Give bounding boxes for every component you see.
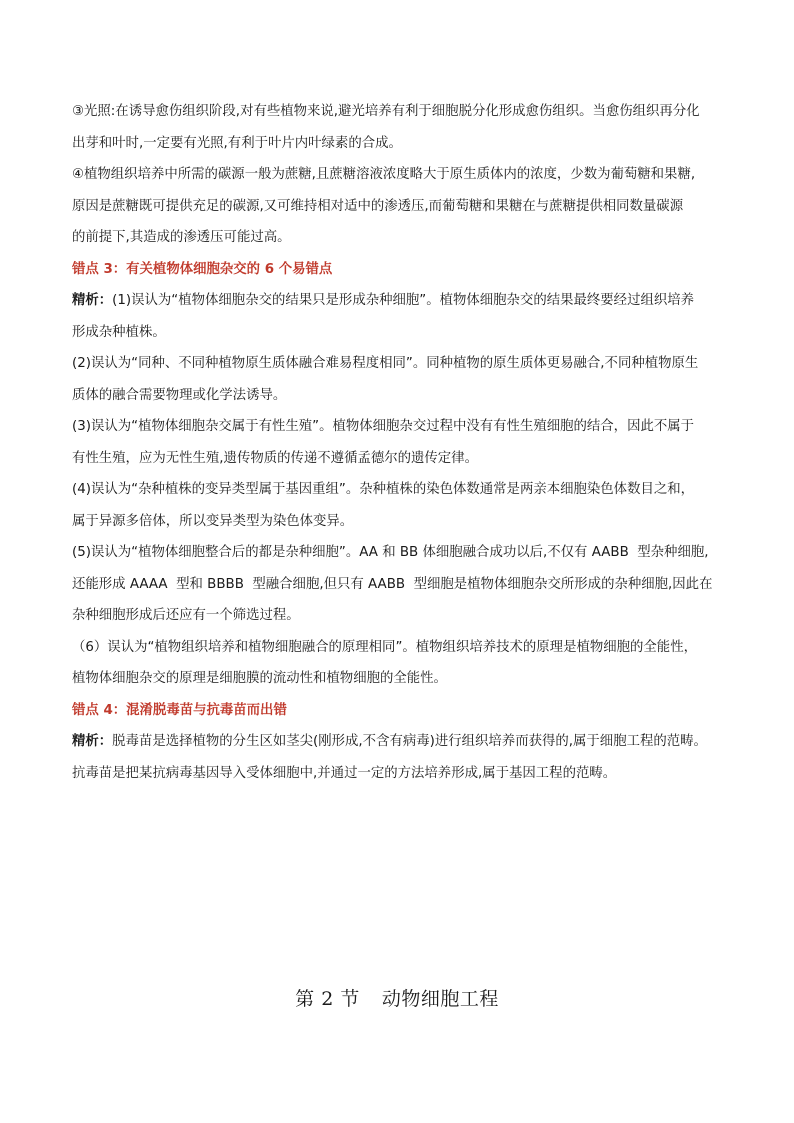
paragraph-line: 出芽和叶时,一定要有光照,有利于叶片内叶绿素的合成。 — [72, 135, 402, 151]
paragraph-line: (3)误认为“植物体细胞杂交属于有性生殖”。植物体细胞杂交过程中没有有性生殖细胞的结合，因此不属于 — [72, 419, 695, 434]
paragraph-line: 有性生殖，应为无性生殖,遗传物质的传递不遵循孟德尔的遗传定律。 — [72, 450, 478, 466]
paragraph-line: (5)误认为“植物体细胞整合后的都是杂种细胞”。AA 和 BB 体细胞融合成功以后,不仅有 AABB 型杂种细胞, — [72, 545, 709, 560]
paragraph-line: 质体的融合需要物理或化学法诱导。 — [72, 387, 287, 403]
paragraph-line: ③光照:在诱导愈伤组织阶段,对有些植物来说,避光培养有利于细胞脱分化形成愈伤组织。当愈伤组织再分化 — [72, 104, 700, 119]
document-body — [72, 96, 732, 789]
paragraph-line: 形成杂种植株。 — [72, 324, 166, 340]
paragraph-line: 属于异源多倍体，所以变异类型为染色体变异。 — [72, 513, 354, 529]
paragraph-line: (2)误认为“同种、不同种植物原生质体融合难易程度相同”。同种植物的原生质体更易融合,不同种植物原生 — [72, 356, 699, 371]
error-point-heading: 错点 3：有关植物体细胞杂交的 6 个易错点 — [72, 261, 333, 277]
paragraph-line: (4)误认为“杂种植株的变异类型属于基因重组”。杂种植株的染色体数通常是两亲本细胞染色体数目之和， — [72, 482, 695, 497]
paragraph-text: (1)误认为“植物体细胞杂交的结果只是形成杂种细胞”。植物体细胞杂交的结果最终要经过组织培养 — [112, 293, 695, 308]
paragraph-line: （6）误认为“植物组织培养和植物细胞融合的原理相同”。植物组织培养技术的原理是植物细胞的全能性， — [72, 639, 697, 655]
paragraph-line: 抗毒苗是把某抗病毒基因导入受体细胞中,并通过一定的方法培养形成,属于基因工程的范畴。 — [72, 765, 617, 781]
paragraph-line: 还能形成 AAAA 型和 BBBB 型融合细胞,但只有 AABB 型细胞是植物体细胞杂交所形成的杂种细胞,因此在 — [72, 576, 713, 592]
analysis-paragraph — [72, 285, 732, 317]
analysis-label: 精析： — [72, 734, 113, 749]
analysis-paragraph — [72, 726, 732, 758]
paragraph-line: ④植物组织培养中所需的碳源一般为蔗糖,且蔗糖溶液浓度略大于原生质体内的浓度，少数为葡萄糖和果糖, — [72, 167, 696, 182]
paragraph-line: 植物体细胞杂交的原理是细胞膜的流动性和植物细胞的全能性。 — [72, 671, 447, 686]
paragraph-line: 的前提下,其造成的渗透压可能过高。 — [72, 230, 291, 245]
error-point-heading: 错点 4：混淆脱毒苗与抗毒苗而出错 — [72, 702, 287, 718]
paragraph-line: 原因是蔗糖既可提供充足的碳源,又可维持相对适中的渗透压,而葡萄糖和果糖在与蔗糖提供相同数量碳源 — [72, 198, 684, 214]
section-title — [0, 984, 794, 1011]
paragraph-line: 杂种细胞形成后还应有一个筛选过程。 — [72, 608, 300, 623]
section-number: 第 2 节 — [295, 988, 360, 1010]
paragraph-text: 脱毒苗是选择植物的分生区如茎尖(刚形成,不含有病毒)进行组织培养而获得的,属于细胞工程的范畴。 — [112, 734, 707, 749]
analysis-label: 精析： — [72, 293, 113, 308]
section-name: 动物细胞工程 — [381, 988, 499, 1010]
